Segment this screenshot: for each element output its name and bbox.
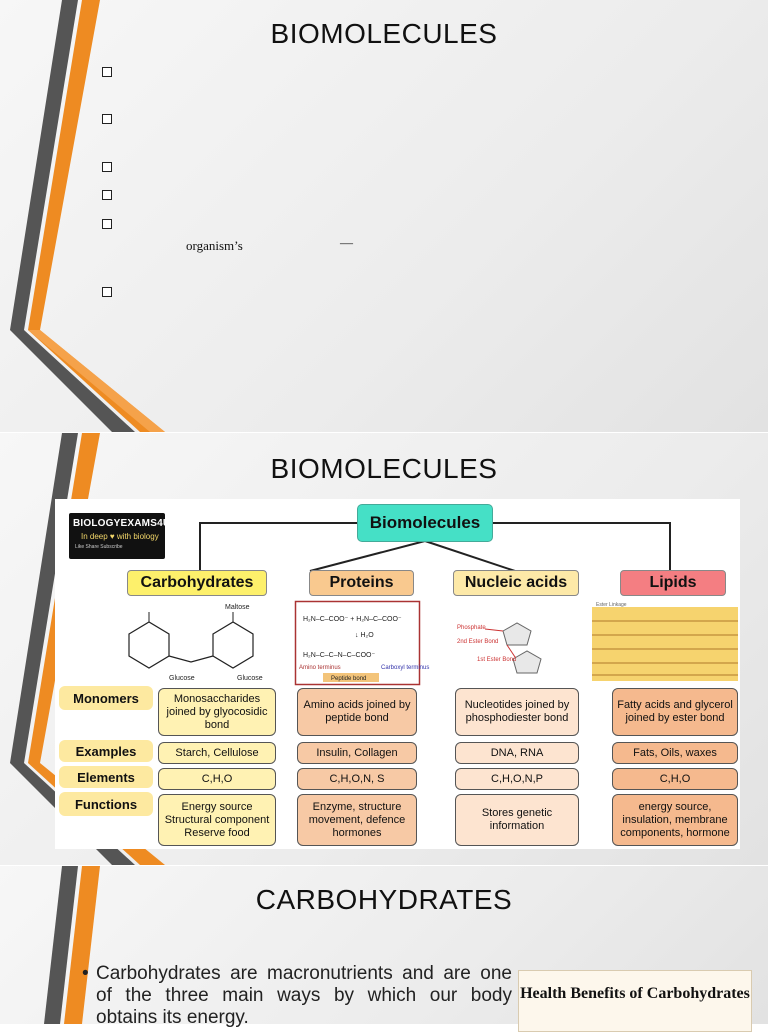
monomers-proteins: Amino acids joined by peptide bond <box>297 688 417 736</box>
svg-text:↓ H₂O: ↓ H₂O <box>355 632 374 639</box>
svg-text:Glucose: Glucose <box>237 675 263 682</box>
svg-text:H₂N–C–COO⁻ + H₂N–C–COO⁻: H₂N–C–COO⁻ + H₂N–C–COO⁻ <box>303 616 402 623</box>
elements-lipids: C,H,O <box>612 768 738 790</box>
elements-proteins: C,H,O,N, S <box>297 768 417 790</box>
functions-nucleic-acids: Stores genetic information <box>455 794 579 846</box>
health-benefits-image <box>518 970 752 1032</box>
elements-nucleic-acids: C,H,O,N,P <box>455 768 579 790</box>
svg-text:Ester Linkage: Ester Linkage <box>596 602 627 608</box>
svg-text:H₂N–C–C–N–C–COO⁻: H₂N–C–C–N–C–COO⁻ <box>303 652 376 659</box>
bullet-checkbox <box>102 190 112 200</box>
slide-decoration <box>0 0 170 432</box>
lipid-structure-image <box>588 601 740 685</box>
examples-nucleic-acids: DNA, RNA <box>455 742 579 764</box>
row-label-monomers: Monomers <box>59 686 153 710</box>
text-fragment: — <box>340 235 353 250</box>
bullet-checkbox <box>102 67 112 77</box>
svg-text:Peptide bond: Peptide bond <box>331 676 367 682</box>
monomers-lipids: Fatty acids and glycerol joined by ester bond <box>612 688 738 736</box>
bullet-checkbox <box>102 114 112 124</box>
slide-title: CARBOHYDRATES <box>255 884 513 915</box>
svg-text:Amino terminus: Amino terminus <box>299 665 341 671</box>
functions-carbohydrates: Energy source Structural component Reserve food <box>158 794 276 846</box>
category-nucleic-acids: Nucleic acids <box>453 570 579 596</box>
slide-title: BIOMOLECULES <box>270 18 498 49</box>
category-lipids: Lipids <box>620 570 726 596</box>
slide-2 <box>0 433 768 865</box>
category-proteins: Proteins <box>309 570 414 596</box>
svg-text:Maltose: Maltose <box>225 604 250 611</box>
biologyexams4u-logo: BIOLOGYEXAMS4U In deep ♥ with biology Like Share Subscribe <box>69 513 165 559</box>
elements-carbohydrates: C,H,O <box>158 768 276 790</box>
slide-3 <box>0 866 768 1028</box>
slide-1 <box>0 0 768 432</box>
peptide-structure-image <box>295 601 430 685</box>
bullet-checkbox <box>102 287 112 297</box>
monomers-carbohydrates: Monosaccharides joined by glyocosidic bond <box>158 688 276 736</box>
bullet-checkbox <box>102 219 112 229</box>
row-label-functions: Functions <box>59 792 153 816</box>
biomolecules-diagram <box>55 499 740 849</box>
svg-text:Glucose: Glucose <box>169 675 195 682</box>
bullet-checkbox <box>102 162 112 172</box>
bullet-text: Carbohydrates are macronutrients and are one of the three main ways by which our body obtains its energy. <box>96 963 512 1028</box>
svg-text:Carboxyl terminus: Carboxyl terminus <box>381 665 430 671</box>
functions-lipids: energy source, insulation, membrane components, hormone <box>612 794 738 846</box>
text-fragment: organism’s <box>186 238 243 253</box>
slide-title: BIOMOLECULES <box>270 453 498 484</box>
category-carbohydrates: Carbohydrates <box>127 570 267 596</box>
monomers-nucleic-acids: Nucleotides joined by phosphodiester bond <box>455 688 579 736</box>
svg-text:1st Ester Bond: 1st Ester Bond <box>477 657 517 663</box>
functions-proteins: Enzyme, structure movement, defence hormones <box>297 794 417 846</box>
examples-lipids: Fats, Oils, waxes <box>612 742 738 764</box>
examples-carbohydrates: Starch, Cellulose <box>158 742 276 764</box>
examples-proteins: Insulin, Collagen <box>297 742 417 764</box>
root-biomolecules: Biomolecules <box>357 504 493 542</box>
nucleotide-structure-image <box>455 601 585 685</box>
maltose-structure-image <box>117 602 282 682</box>
svg-text:2nd Ester Bond: 2nd Ester Bond <box>457 639 499 645</box>
row-label-examples: Examples <box>59 740 153 762</box>
bullet-dot: • <box>82 963 89 984</box>
row-label-elements: Elements <box>59 766 153 788</box>
svg-text:Phosphate: Phosphate <box>457 625 486 631</box>
health-benefits-title: Health Benefits of Carbohydrates <box>520 985 750 1002</box>
